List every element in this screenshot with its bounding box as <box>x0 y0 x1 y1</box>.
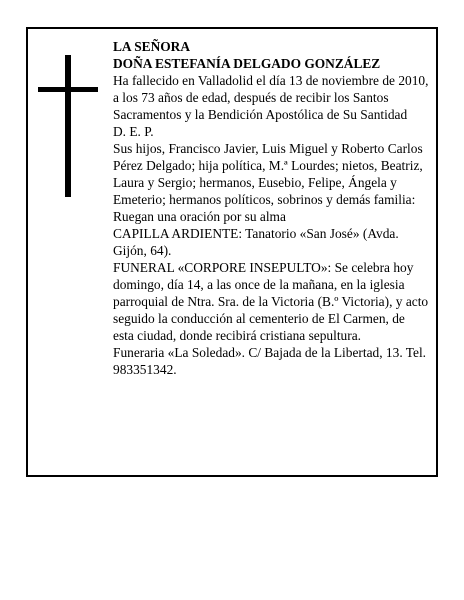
latin-cross-icon <box>38 55 98 197</box>
funeral-info: FUNERAL «CORPORE INSEPULTO»: Se celebra hoy domingo, día 14, a las once de la mañana, en la iglesia parroquial de Ntra. Sra. de la Victoria (B.º Victoria), y acto seguido la conducción al cementerio de El Carmen, de esta ciudad, donde recibirá cristiana sepultura. <box>113 260 429 343</box>
funeral-home-info: Funeraria «La Soledad». C/ Bajada de la Libertad, 13. Tel. 983351342. <box>113 345 427 377</box>
cross-horizontal-bar <box>38 87 98 92</box>
deceased-name: DOÑA ESTEFANÍA DELGADO GONZÁLEZ <box>113 56 381 71</box>
title-line-1: LA SEÑORA <box>113 39 191 54</box>
rip-abbreviation: D. E. P. <box>113 124 154 139</box>
death-info: Ha fallecido en Valladolid el día 13 de noviembre de 2010, a los 73 años de edad, después de recibir los Santos Sacramentos y la Bendición Apostólica de Su Santidad <box>113 73 429 122</box>
family-list: Sus hijos, Francisco Javier, Luis Miguel y Roberto Carlos Pérez Delgado; hija política, M.ª Lourdes; nietos, Beatriz, Laura y Sergio; hermanos, Eusebio, Felipe, Ángela y Emeterio; hermanos políticos, sobrinos y demás familia: <box>113 141 423 207</box>
obituary-text <box>113 38 429 378</box>
prayer-request: Ruegan una oración por su alma <box>113 209 286 224</box>
chapel-info: CAPILLA ARDIENTE: Tanatorio «San José» (Avda. Gijón, 64). <box>113 226 399 258</box>
cross-vertical-bar <box>65 55 71 197</box>
